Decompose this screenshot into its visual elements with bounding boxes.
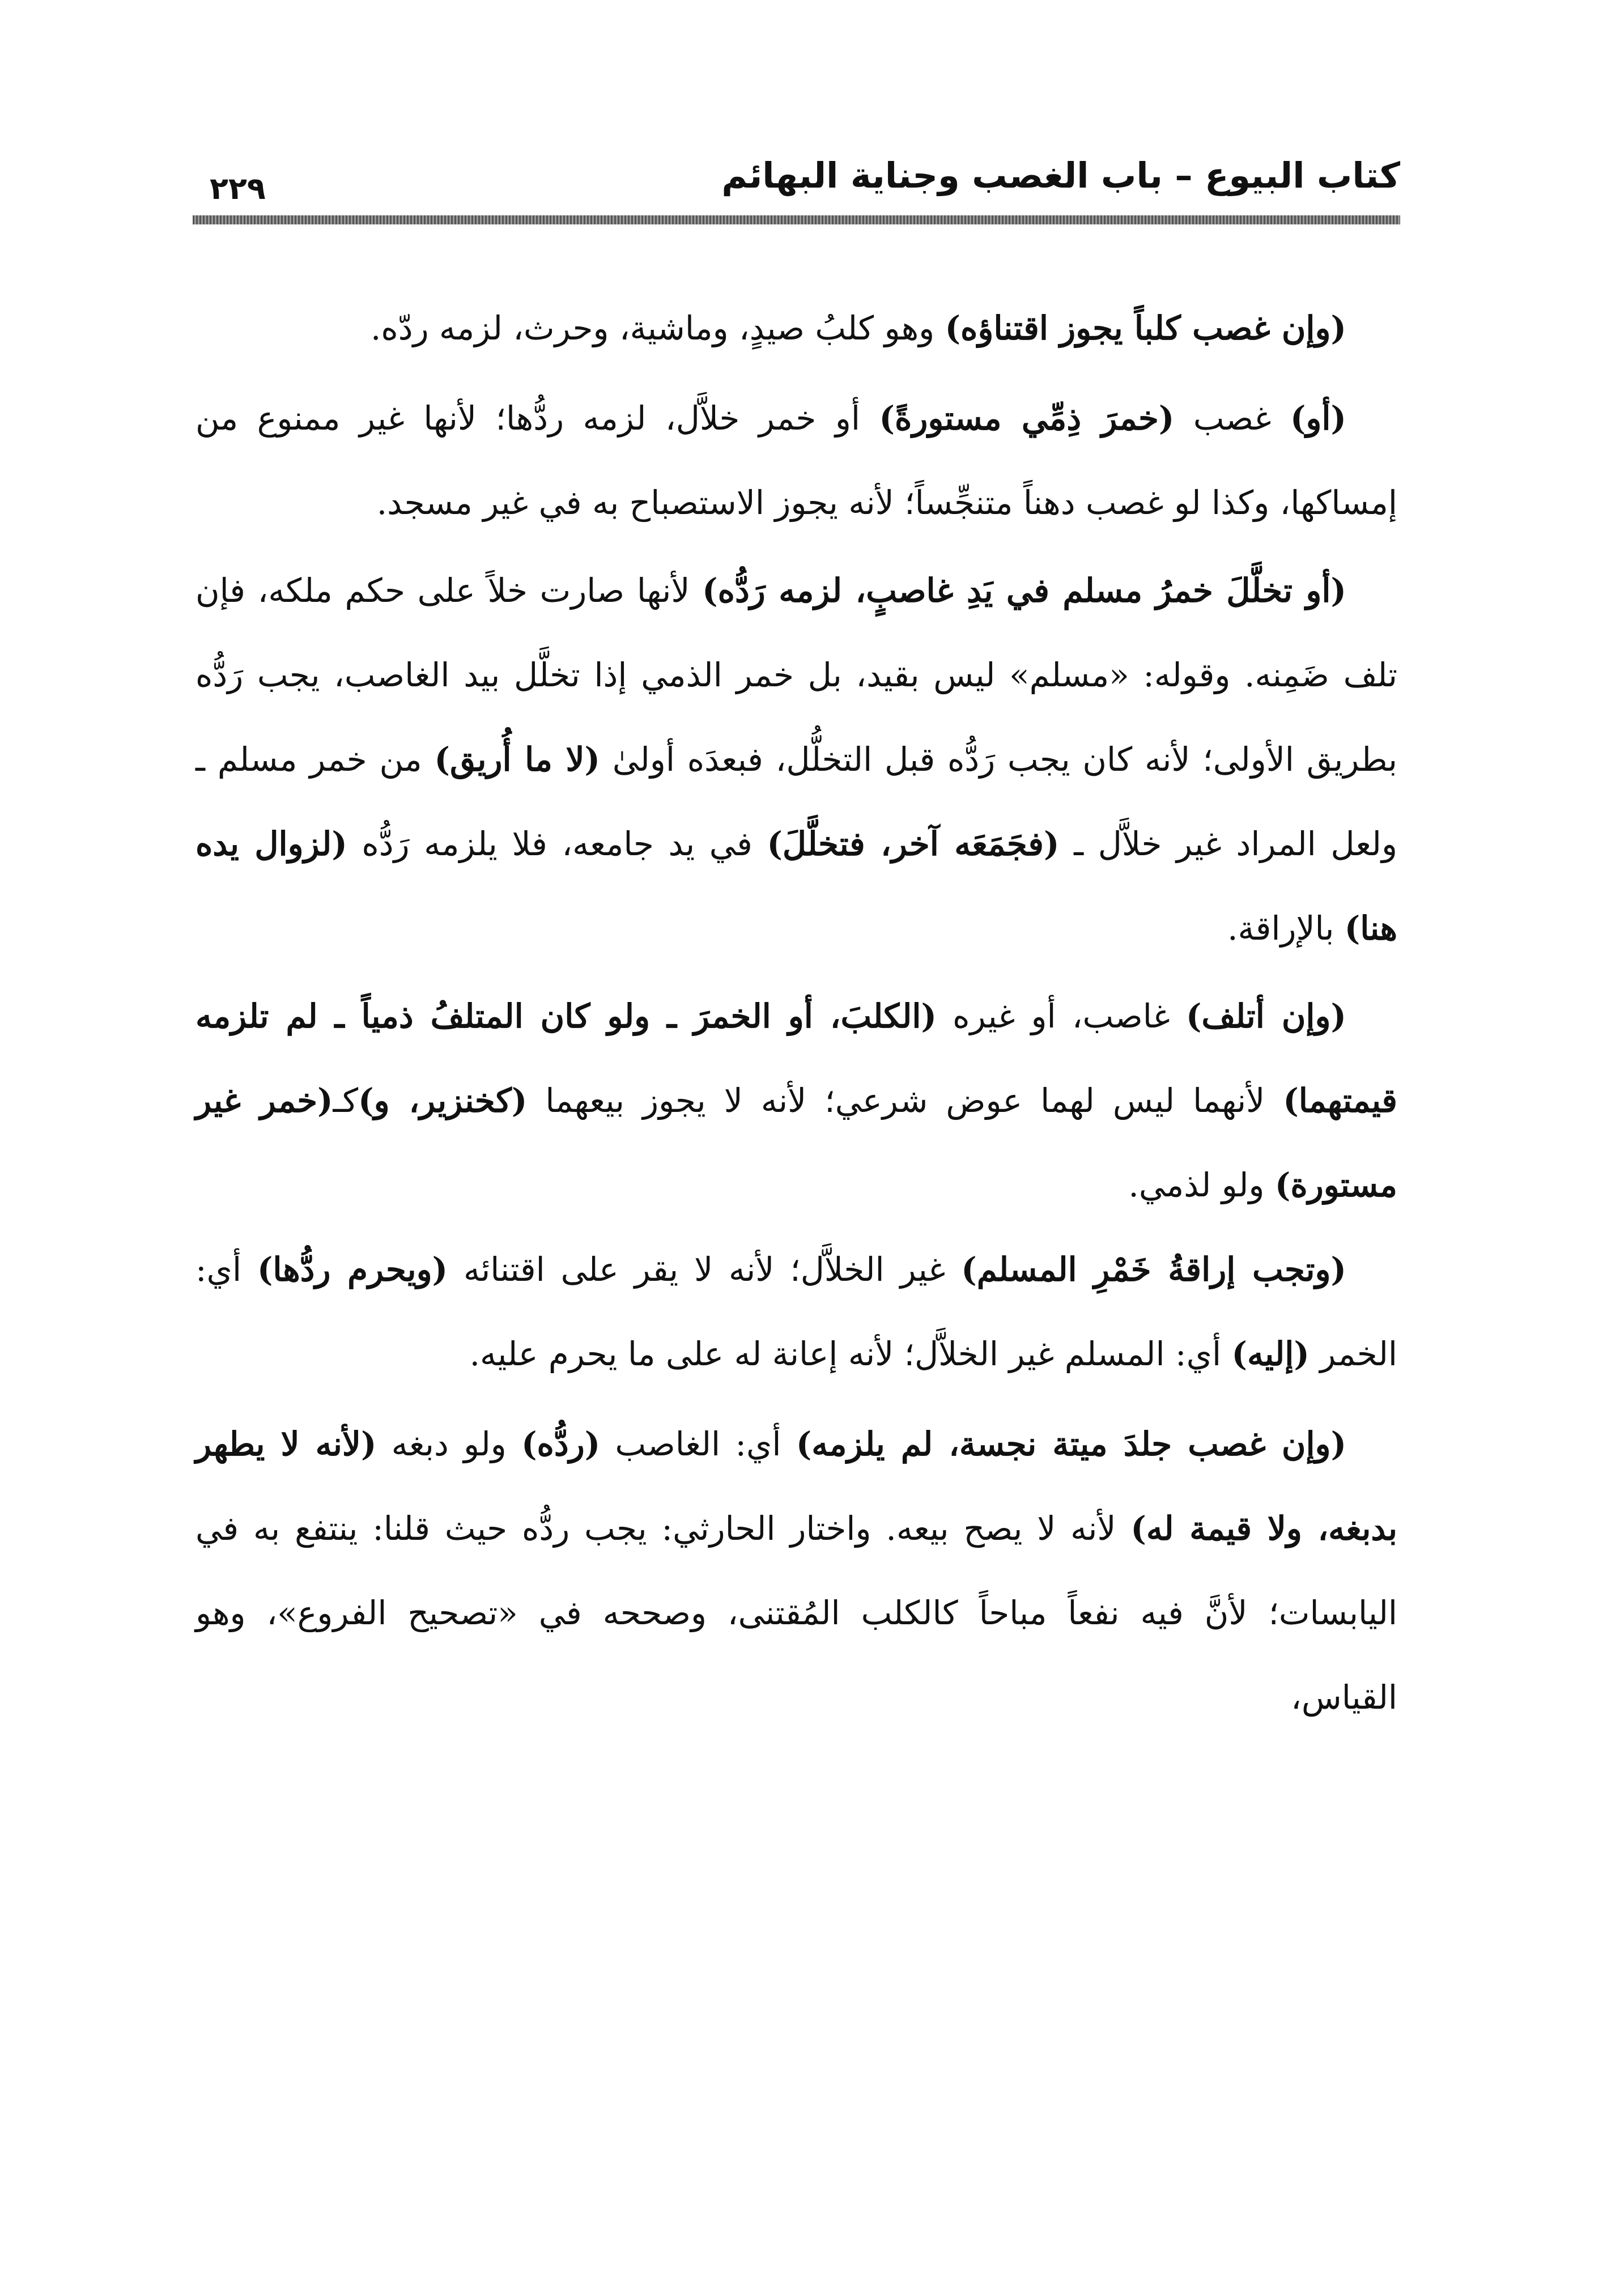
matn-text: (الكلبَ، أو الخمرَ ـ ولو كان المتلفُ ذمياً ـ لم تلزمه قيمتهما) (195, 997, 1397, 1120)
matn-text: (فجَمَعَه آخر، فتخلَّلَ) (767, 825, 1060, 863)
matn-text: (ويحرم ردُّها) (257, 1250, 448, 1289)
matn-text: (وإن غصب كلباً يجوز اقتناؤه) (945, 309, 1346, 347)
matn-text: (خمرَ ذِمِّي مستورةً) (879, 399, 1175, 438)
paragraph (195, 974, 1397, 1228)
matn-text: (إليه) (1231, 1335, 1310, 1373)
page-header (193, 153, 1400, 238)
matn-text: (خمر غير مستورة) (195, 1081, 1397, 1204)
commentary-text: أي: المسلم غير الخلاَّل؛ لأنه إعانة له على ما يحرم عليه. (469, 1335, 1232, 1373)
page-number: ٢٢٩ (210, 171, 266, 206)
body-text (195, 286, 1397, 1740)
commentary-text: أي: الغاصب (600, 1425, 796, 1463)
commentary-text: أي: الخمر (195, 1250, 1397, 1373)
matn-text: (وإن أتلف) (1185, 997, 1346, 1035)
paragraph (195, 549, 1397, 971)
commentary-text: لأنهما ليس لهما عوض شرعي؛ لأنه لا يجوز بيعهما (527, 1081, 1283, 1120)
commentary-text: في يد جامعه، فلا يلزمه رَدُّه (347, 825, 767, 863)
paragraph (195, 286, 1397, 371)
commentary-text: بالإراقة. (1227, 909, 1345, 948)
matn-text: (لأنه لا يطهر بدبغه، ولا قيمة له) (195, 1425, 1397, 1548)
commentary-text: كـ (333, 1081, 359, 1120)
matn-text: (وتجب إراقةُ خَمْرِ المسلم) (961, 1250, 1346, 1289)
paragraph (195, 1402, 1397, 1740)
commentary-text: ولو دبغه (376, 1425, 522, 1463)
paragraph (195, 1228, 1397, 1396)
matn-text: (لا ما أُريق) (434, 740, 600, 779)
commentary-text: غاصب، أو غيره (936, 997, 1186, 1035)
matn-text: (ردُّه) (521, 1425, 601, 1463)
matn-text: (كخنزير، و) (358, 1081, 528, 1120)
matn-text: (وإن غصب جلدَ ميتة نجسة، لم يلزمه) (796, 1425, 1347, 1463)
commentary-text: غير الخلاَّل؛ لأنه لا يقر على اقتنائه (448, 1250, 962, 1289)
running-header-title: كتاب البيوع – باب الغصب وجناية البهائم (721, 155, 1400, 196)
commentary-text: وهو كلبُ صيدٍ، وماشية، وحرث، لزمه ردّه. (370, 309, 945, 347)
matn-text: (أو) (1290, 399, 1346, 438)
commentary-text: لأنه لا يصح بيعه. واختار الحارثي: يجب ردُّه حيث قلنا: ينتفع به في اليابسات؛ لأنَّ فيه نفعاً مباحاً كالكلب المُقتنى، وصححه في «تصحيح الفروع»، وهو القياس، (195, 1509, 1397, 1717)
paragraph (195, 376, 1397, 545)
commentary-text: أو خمر خلاَّل، لزمه ردُّها؛ لأنها غير ممنوع من إمساكها، وكذا لو غصب دهناً متنجِّساً؛ لأنه يجوز الاستصباح به في غير مسجد. (195, 399, 1397, 522)
commentary-text: ولو لذمي. (1128, 1166, 1275, 1204)
commentary-text: لأنها صارت خلاً على حكم ملكه، فإن تلف ضَمِنه. وقوله: «مسلم» ليس بقيد، بل خمر الذمي إذا تخلَّل بيد الغاصب، يجب رَدُّه بطريق الأولى؛ لأنه كان يجب رَدُّه قبل التخلُّل، فبعدَه أولىٰ (195, 571, 1397, 779)
matn-text: (أو تخلَّلَ خمرُ مسلم في يَدِ غاصبٍ، لزمه رَدُّه) (702, 571, 1346, 610)
header-rule (193, 215, 1400, 224)
commentary-text: غصب (1174, 399, 1290, 438)
matn-text: (لزوال يده هنا) (195, 825, 1397, 948)
commentary-text: من خمر مسلم ـ ولعل المراد غير خلاَّل ـ (195, 740, 1397, 863)
